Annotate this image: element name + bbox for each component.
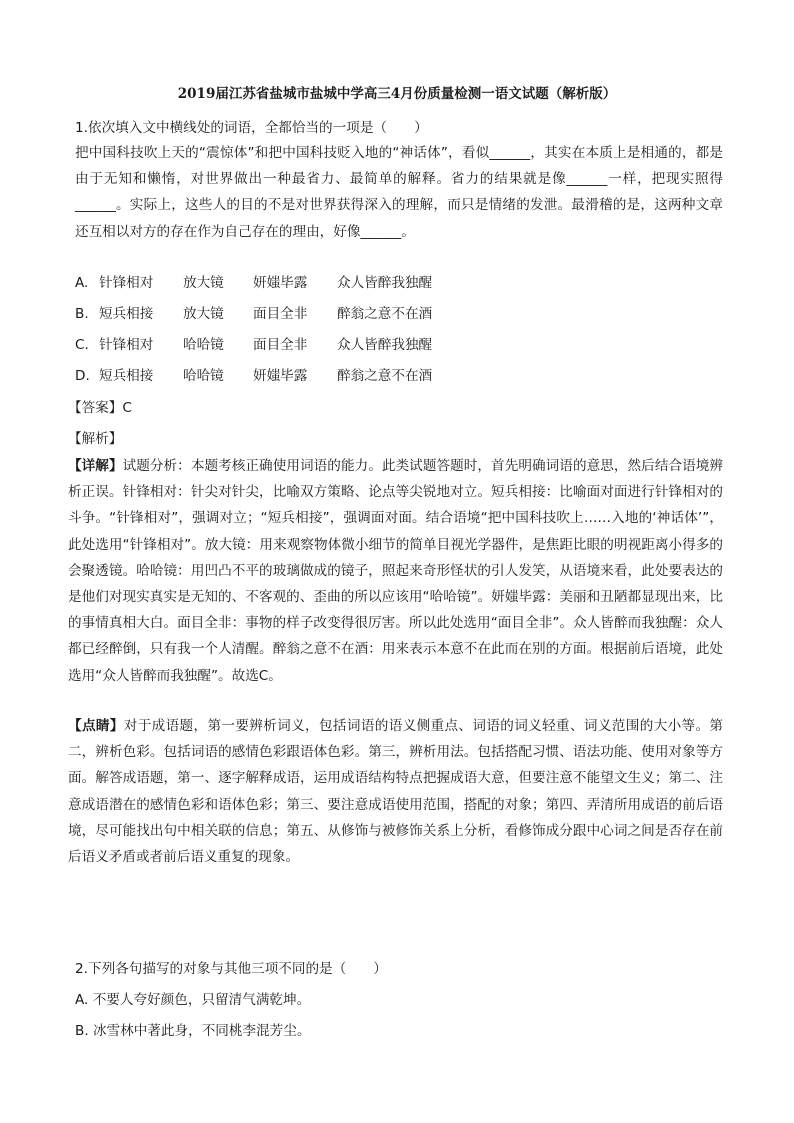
detail-tag: 【详解】 <box>68 458 123 474</box>
option-word-3: 妍媸毕露 <box>253 368 308 384</box>
option-label: B. <box>75 306 89 322</box>
tip-tag: 【点睛】 <box>68 718 124 734</box>
option-word-4: 醉翁之意不在酒 <box>337 368 433 384</box>
option-word-1: 针锋相对 <box>99 275 154 291</box>
question-2-option-b: B. 冰雪林中著此身，不同桃李混芳尘。 <box>75 1023 311 1039</box>
option-word-3: 面目全非 <box>253 306 308 322</box>
detail-text: 试题分析：本题考核正确使用词语的能力。此类试题答题时，首先明确词语的意思，然后结合语境辨析正误。针锋相对：针尖对针尖，比喻双方策略、论点等尖锐地对立。短兵相接：比喻面对面进行针锋相对的斗争。“针锋相对”，强调对立；“短兵相接”，强调面对面。结合语境“把中国科技吹上……入地的‘神话体’”，此处选用“针锋相对”。放大镜：用来观察物体微小细节的简单目视光学器件，是焦距比眼的明视距离小得多的会聚透镜。哈哈镜：用凹凸不平的玻璃做成的镜子，照起来奇形怪状的引人发笑，从语境来看，此处要表达的是他们对现实真实是无知的、不客观的、歪曲的所以应该用“哈哈镜”。妍媸毕露：美丽和丑陋都显现出来，比的事情真相大白。面目全非：事物的样子改变得很厉害。所以此处选用“面目全非”。众人皆醉而我独醒：众人都已经醉倒，只有我一个人清醒。醉翁之意不在酒：用来表示本意不在此而在别的方面。根据前后语境，此处选用“众人皆醉而我独醒”。故选C。 <box>68 458 724 684</box>
question-1-stem: 1.依次填入文中横线处的词语，全都恰当的一项是（ ） <box>75 120 428 136</box>
option-d <box>75 364 457 384</box>
analysis-heading: 【解析】 <box>68 431 123 447</box>
question-1-passage: 把中国科技吹上天的“震惊体”和把中国科技贬入地的“神话体”，看似______，其实在本质上是相通的，都是由于无知和懒惰，对世界做出一种最省力、最简单的解释。省力的结果就是像______一样，把现实照得______。实际上，这些人的目的不是对世界获得深入的理解，而只是情绪的发泄。最滑稽的是，这两种文章还互相以对方的存在作为自己存在的理由，好像______。 <box>75 145 723 240</box>
question-2-stem: 2.下列各句描写的对象与其他三项不同的是（ ） <box>75 961 388 977</box>
tip-text: 对于成语题，第一要辨析词义，包括词语的语义侧重点、词语的词义轻重、词义范围的大小等。第二，辨析色彩。包括词语的感情色彩跟语体色彩。第三，辨析用法。包括搭配习惯、语法功能、使用对象等方面。解答成语题，第一、逐字解释成语，运用成语结构特点把握成语大意，但要注意不能望文生义；第二、注意成语潜在的感情色彩和语体色彩；第三、要注意成语使用范围，搭配的对象；第四、弄清所用成语的前后语境，尽可能找出句中相关联的信息；第五、从修饰与被修饰关系上分析，看修饰成分跟中心词之间是否存在前后语义矛盾或者前后语义重复的现象。 <box>68 718 724 866</box>
option-a <box>75 271 457 291</box>
question-2-option-a: A. 不要人夸好颜色，只留清气满乾坤。 <box>75 992 311 1008</box>
option-label: A. <box>75 275 89 291</box>
option-label: D. <box>75 368 90 384</box>
option-word-1: 针锋相对 <box>99 337 154 353</box>
option-word-1: 短兵相接 <box>99 306 154 322</box>
option-word-3: 妍媸毕露 <box>253 275 308 291</box>
option-b <box>75 302 457 322</box>
option-word-2: 放大镜 <box>183 306 224 322</box>
answer-line: 【答案】C <box>68 400 132 416</box>
option-word-2: 放大镜 <box>183 275 224 291</box>
option-word-4: 醉翁之意不在酒 <box>337 306 433 322</box>
tip-paragraph <box>68 713 723 870</box>
option-label: C. <box>75 337 89 353</box>
option-word-4: 众人皆醉我独醒 <box>337 337 433 353</box>
option-word-3: 面目全非 <box>253 337 308 353</box>
detail-paragraph <box>68 453 723 689</box>
option-word-4: 众人皆醉我独醒 <box>337 275 433 291</box>
option-word-1: 短兵相接 <box>99 368 154 384</box>
option-word-2: 哈哈镜 <box>183 337 224 353</box>
option-c <box>75 333 457 353</box>
option-word-2: 哈哈镜 <box>183 368 224 384</box>
document-title: 2019届江苏省盐城市盐城中学高三4月份质量检测一语文试题（解析版） <box>177 86 617 102</box>
